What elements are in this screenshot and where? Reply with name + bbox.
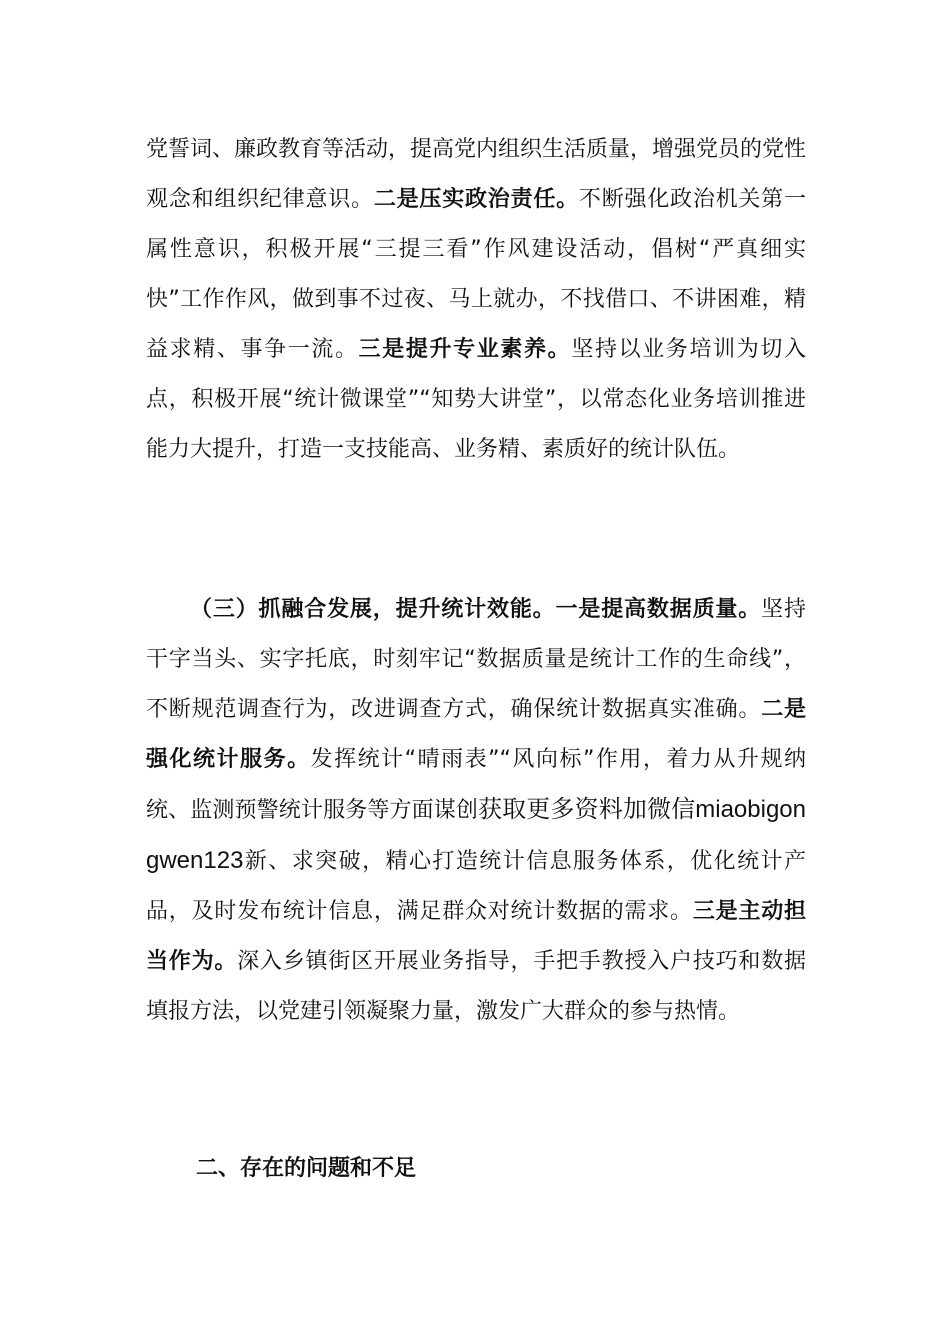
section-heading: 二、存在的问题和不足 <box>196 1156 417 1181</box>
body-text: 发挥统计“晴雨表”“风向标”作用，着力从升规纳统、监测预警统计服务等方面谋创 <box>146 747 806 823</box>
body-text: 深入乡镇街区开展业务指导，手把手教授入户技巧和数据填报方法，以党建引领凝聚力量，激发广大群众的参与热情。 <box>146 949 806 1024</box>
paragraph-party-building <box>146 125 806 475</box>
bold-point: 三是提升专业素养。 <box>358 337 572 362</box>
body-text: 坚持干字当头、实字托底，时刻牢记“数据质量是统计工作的生命线”，不断规范调查行为，改进调查方式，确保统计数据真实准确。 <box>146 597 806 722</box>
body-text: 坚持以业务培训为切入点，积极开展“统计微课堂”“知势大讲堂”，以常态化业务培训推进能力大提升，打造一支技能高、业务精、素质好的统计队伍。 <box>146 337 806 462</box>
bold-point: 二是强化统计服务。 <box>146 697 806 772</box>
body-text: 不断强化政治机关第一属性意识，积极开展“三提三看”作风建设活动，倡树“严真细实快”工作作风，做到事不过夜、马上就办，不找借口、不讲困难，精益求精、事争一流。 <box>146 187 806 362</box>
bold-point: 二是压实政治责任。 <box>373 187 579 212</box>
watermark-text: 获取更多资料加微信miaobigongwen123 <box>146 796 806 874</box>
bold-point: 三是主动担当作为。 <box>146 899 806 974</box>
bold-point: （三）抓融合发展，提升统计效能。一是提高数据质量。 <box>190 597 762 622</box>
paragraph-integration-development <box>146 585 806 1037</box>
body-text: 新、求突破，精心打造统计信息服务体系，优化统计产品，及时发布统计信息，满足群众对统计数据的需求。 <box>146 849 806 924</box>
body-text: 党誓词、廉政教育等活动，提高党内组织生活质量，增强党员的党性观念和组织纪律意识。 <box>146 137 807 212</box>
